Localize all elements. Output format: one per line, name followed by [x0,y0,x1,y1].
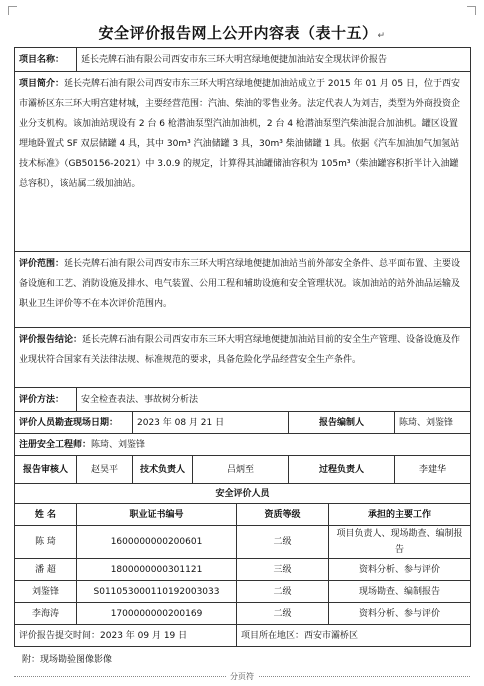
process-lead-label: 过程负责人 [289,456,395,484]
project-name-value: 延长壳牌石油有限公司西安市东三环大明宫绿地便捷加油站安全现状评价报告 [77,48,471,72]
person-name: 陈 琦 [15,526,77,559]
scope-cell [15,252,471,328]
row-project-intro [15,72,471,252]
table-row [15,526,471,559]
author-value: 陈琦、刘鉴锋 [395,412,471,434]
person-cert: 1700000000200169 [77,603,237,625]
row-personnel-headers [15,504,471,526]
table-row [15,581,471,603]
location-label: 项目所在地区： [241,630,305,641]
person-work: 现场勘查、编制报告 [329,581,471,603]
project-intro-label: 项目简介： [19,79,65,89]
engineer-cell [15,434,471,456]
title-text: 安全评价报告网上公开内容表（表十五） [98,24,378,42]
project-name-label: 项目名称： [15,48,77,72]
header-level: 资质等级 [237,504,329,526]
row-method [15,388,471,412]
location-cell [237,625,471,647]
scope-label: 评价范围： [19,259,65,269]
location-value: 西安市灞桥区 [304,630,359,641]
person-name: 潘 超 [15,559,77,581]
review-value: 赵昊平 [77,456,133,484]
project-intro-cell [15,72,471,252]
page-corner-mark-right [467,6,476,15]
method-value: 安全检查表法、事故树分析法 [77,388,471,412]
submit-time-label: 评价报告提交时间： [19,630,101,641]
paragraph-mark: ↵ [377,31,386,41]
person-work: 资料分析、参与评价 [329,603,471,625]
engineer-label: 注册安全工程师： [19,439,92,450]
row-survey [15,412,471,434]
personnel-section-title: 安全评价人员 [15,484,471,504]
conclusion-label: 评价报告结论： [19,335,83,345]
person-work: 资料分析、参与评价 [329,559,471,581]
person-level: 二级 [237,603,329,625]
person-work: 项目负责人、现场勘查、编制报告 [329,526,471,559]
tech-lead-label: 技术负责人 [133,456,193,484]
row-engineer [15,434,471,456]
table-row [15,603,471,625]
document-title [0,22,484,43]
person-cert: 1600000000200601 [77,526,237,559]
header-work: 承担的主要工作 [329,504,471,526]
page-break [14,671,470,681]
row-project-name [15,48,471,72]
attachment-note: 附：现场勘验图像影像 [22,655,113,665]
person-cert: S011053000110192003033 [77,581,237,603]
person-level: 三级 [237,559,329,581]
process-lead-value: 李建华 [395,456,471,484]
conclusion-cell [15,328,471,388]
row-personnel-title [15,484,471,504]
survey-date-value: 2023 年 08 月 21 日 [133,412,289,434]
review-label: 报告审核人 [15,456,77,484]
tech-lead-value: 吕炳至 [193,456,289,484]
author-label: 报告编制人 [289,412,395,434]
person-name: 李海涛 [15,603,77,625]
row-conclusion [15,328,471,388]
row-reviewers [15,456,471,484]
row-scope [15,252,471,328]
person-name: 刘鉴锋 [15,581,77,603]
engineer-value: 陈琦、刘鉴锋 [91,439,146,450]
header-name: 姓 名 [15,504,77,526]
submit-time-value: 2023 年 09 月 19 日 [100,630,188,641]
conclusion-text: 延长壳牌石油有限公司西安市东三环大明宫绿地便捷加油站目前的安全生产管理、设备设施及作业现状符合国家有关法律法规、标准规范的要求，具备危险化学品经营安全生产条件。 [19,335,461,365]
header-cert: 职业证书编号 [77,504,237,526]
person-level: 二级 [237,581,329,603]
page-break-label: 分页符 [226,671,258,682]
person-level: 二级 [237,526,329,559]
page-corner-mark-left [8,6,17,15]
project-intro-text: 延长壳牌石油有限公司西安市东三环大明宫绿地便捷加油站成立于 2015 年 01 月 05 日，位于西安市灞桥区东三环大明宫建材城，主要经营范围：汽油、柴油的零售业务。法定代表人为刘吉，类型为外商投资企业分支机构。该加油站现设有 2 台 6 枪潜油泵型汽油加油机，2 台 4 枪潜油泵型汽柴油混合加油机。罐区设置埋地卧置式 SF 双层储罐 4 具，其中 30m³ 汽油储罐 3 具，30m³ 柴油储罐 1 具。依据《汽车加油加气加氢站技术标准》（GB50156-2021）中 3.0.9 的规定，计算得其油罐储油容积为 105m³（柴油罐容积折半计入油罐总容积），该站属二级加油站。 [19,79,461,189]
disclosure-table [14,47,471,647]
method-label: 评价方法： [15,388,77,412]
table-row [15,559,471,581]
person-cert: 1800000000301121 [77,559,237,581]
scope-text: 延长壳牌石油有限公司西安市东三环大明宫绿地便捷加油站当前外部安全条件、总平面布置、主要设备设施和工艺、消防设施及排水、电气装置、公用工程和辅助设施和安全管理状况。该加油站的站外油品运输及职业卫生评价等不在本次评价范围内。 [19,259,461,309]
row-submit [15,625,471,647]
submit-time-cell [15,625,237,647]
survey-date-label: 评价人员勘查现场日期： [15,412,133,434]
